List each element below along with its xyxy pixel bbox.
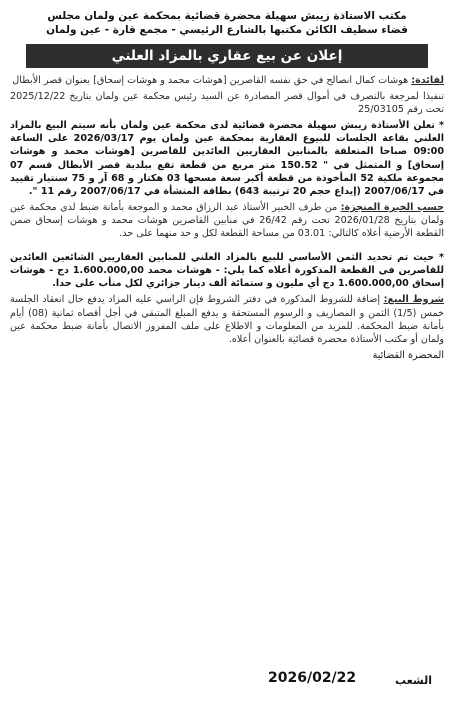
sale-announcement-paragraph: * تعلن الأستاذة زيبش سهيلة محضرة قضائية لدى محكمة عين ولمان بأنه سيتم البيع بالمزاد العلني بقاعة الجلسات للبيوع العقارية بمحكمة عين ولمان يوم 2026/03/17 على الساعة 09:00 صباحا المتعلقة بالمنابين العقاريين العائدين للقاصرين [هوشات محمد و هوشات إسحاق] و المتمثل في " 150.52 متر مربع من قطعة تقع ببلدية قصر الأبطال قسم 07 مجموعة ملكية 52 المأخوذة من قطعة أكبر سعة مسحها 03 هكتار و 68 آر و 75 سنتيار تقييد في 2007/06/17 (إيداع حجم 20 ترتيبة 643) بطاقة المنشأة في 2007/06/17 رقم 11 ". xyxy=(10,120,445,197)
beneficiary-paragraph xyxy=(10,74,444,87)
sale-conditions-paragraph xyxy=(10,293,444,345)
bailiff-office-header xyxy=(10,10,444,37)
office-line-1: مكتب الاستاذة زيبش سهيلة محضرة قضائية بمحكمة عين ولمان مجلس xyxy=(47,10,407,22)
bailiff-signature: المحضرة القضائية xyxy=(372,349,444,361)
newspaper-name: الشعب xyxy=(395,674,432,687)
conditions-text: إضافة للشروط المذكورة في دفتر الشروط فإن الراسي عليه المزاد يدفع حال انعقاد الجلسة خمس (1/5) الثمن و المصاريف و الرسوم المستحقة و يدفع المبلغ المتبقي في أجل أقصاه ثمانية (08) أيام بأمانة ضبط المحكمة. للمزيد من المعلومات و الاطلاع على ملف المفروز الاتصال بأمانة ضبط محكمة عين ولمان أو مكتب الأستاذة محضرة قضائية بالعنوان أعلاه. xyxy=(10,294,444,345)
beneficiary-text: هوشات كمال انصالح في حق نفسه القاصرين [هوشات محمد و هوشات إسحاق] بعنوان قصر الأبطال xyxy=(12,75,409,86)
newspaper-footer xyxy=(0,668,454,690)
base-price-paragraph: * حيث تم تحديد الثمن الأساسي للبيع بالمزاد العلني للمنابين العقاريين الشائعين العائدين للقاصرين في القطعة المذكورة أعلاه كما يلي: - هوشات محمد 1.600.000,00 دج - هوشات إسحاق 1.600.000,00 دج أي مليون و ستمائة ألف دينار جزائري لكل منأب على حدا. xyxy=(10,252,445,290)
expertise-label: حسب الخبرة المنجزة: xyxy=(340,201,444,213)
office-line-2: قضاء سطيف الكائن مكتبها بالشارع الرئيسي - مجمع قارة - عين ولمان xyxy=(46,23,408,36)
beneficiary-label: لفائدة: xyxy=(411,75,444,86)
publication-date: 2026/02/22 xyxy=(268,670,357,686)
expertise-text: من طرف الخبير الأستاذ عبد الرزاق محمد و الموجعة بأمانة ضبط لدى محكمة عين ولمان بتاريخ 2026/01/28 تحت رقم 26/42 في منابين القاصرين هوشات محمد و هوشات إسحاق ضمن القطعة الأرضية أعلاه كالتالي: 03.01 من مساحة القطعة لكل و حد منهما على حد. xyxy=(10,201,444,240)
notice-title-banner: إعلان عن بيع عقاري بالمزاد العلني xyxy=(26,44,428,68)
execution-paragraph: تنفيذا لمرجعة بالتصرف في أموال قصر المصادرة عن السيد رئيس محكمة عين ولمان بتاريخ 2025/12/22 تحت رقم 25/03105 xyxy=(10,91,444,116)
conditions-label: شروط البيع: xyxy=(383,294,444,306)
expertise-paragraph xyxy=(10,201,444,240)
